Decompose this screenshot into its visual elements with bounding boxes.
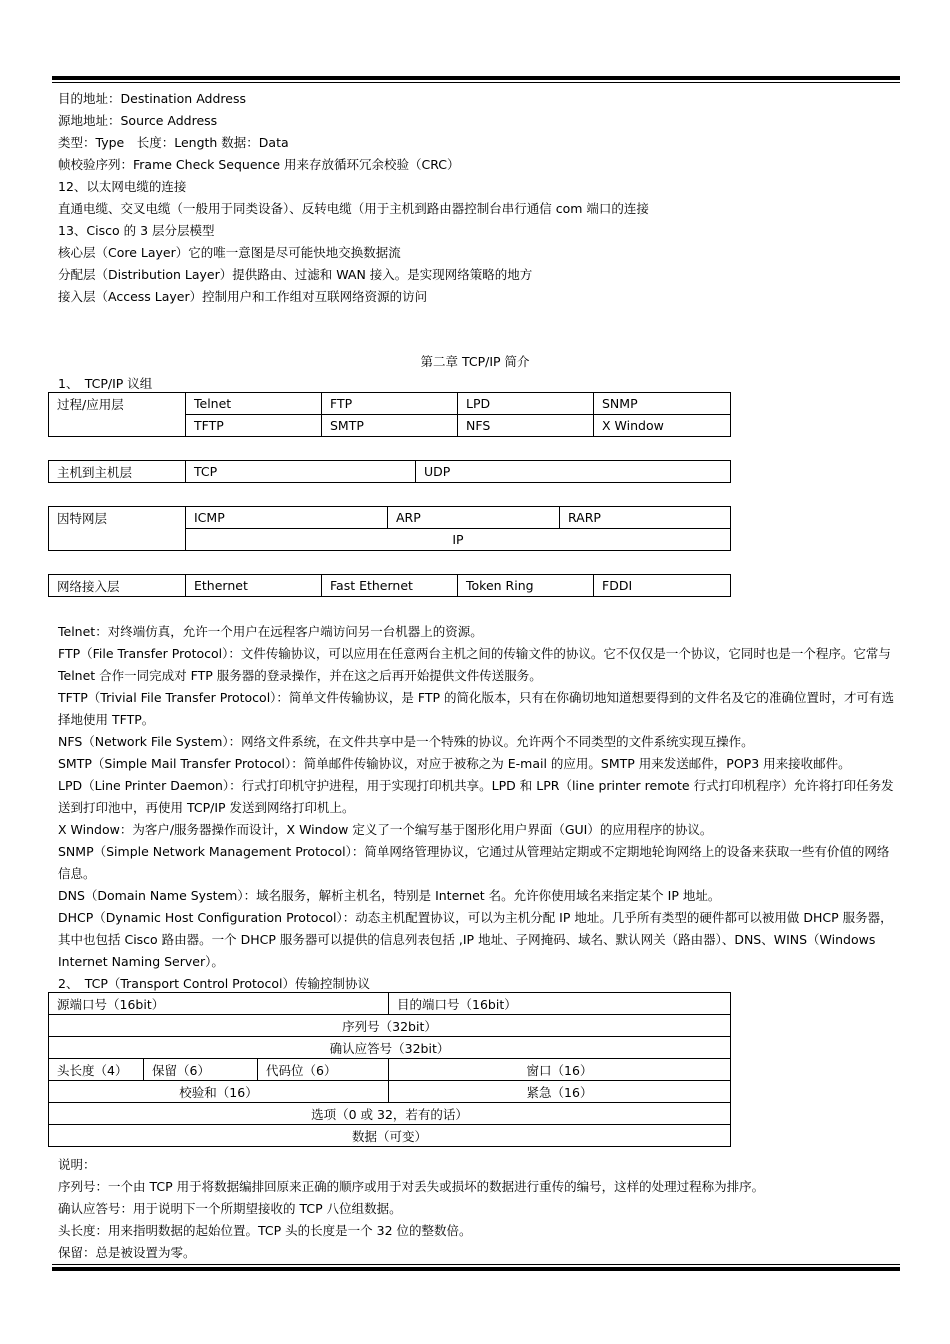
protocol-description: DHCP（Dynamic Host Configuration Protocol）：动态主机配置协议，可以为主机分配 IP 地址。几乎所有类型的硬件都可以被用做 DHCP 服务器，其中也包括 Cisco 路由器。一个 DHCP 服务器可以提供的信息列表包括 ,IP 地址、子网掩码、域名、默认网关（路由器）、DNS、WINS（Windows Internet Naming Server）。 <box>58 910 893 969</box>
note-line: 序列号：一个由 TCP 用于将数据编排回原来正确的顺序或用于对丢失或损坏的数据进行重传的编号，这样的处理过程称为排序。 <box>58 1179 765 1194</box>
tcp-reserved: 保留（6） <box>144 1059 258 1081</box>
host-layer-label: 主机到主机层 <box>49 461 186 483</box>
protocol-cell: LPD <box>458 393 594 415</box>
tcp-window: 窗口（16） <box>389 1059 731 1081</box>
protocol-description: LPD（Line Printer Daemon）：行式打印机守护进程，用于实现打印机共享。LPD 和 LPR（line printer remote 行式打印机程序）允许将打印任务发送到打印池中，再使用 TCP/IP 发送到网络打印机上。 <box>58 778 894 815</box>
tcp-code: 代码位（6） <box>258 1059 389 1081</box>
intro-line: 分配层（Distribution Layer）提供路由、过滤和 WAN 接入。是实现网络策略的地方 <box>58 267 533 282</box>
bottom-rule-thick <box>52 1267 900 1271</box>
protocol-description: FTP（File Transfer Protocol）：文件传输协议，可以应用在任意两台主机之间的传输文件的协议。它不仅仅是一个协议，它同时也是一个程序。它常与 Telnet 合作一同完成对 FTP 服务器的登录操作，并在这之后再开始提供文件传送服务。 <box>58 646 891 683</box>
protocol-cell: SMTP <box>322 415 458 437</box>
protocol-description: DNS（Domain Name System）：域名服务，解析主机名，特别是 Internet 名。允许你使用域名来指定某个 IP 地址。 <box>58 888 721 903</box>
tcp-options: 选项（0 或 32，若有的话） <box>49 1103 731 1125</box>
tcp-seq: 序列号（32bit） <box>49 1015 731 1037</box>
intro-line: 直通电缆、交叉电缆（一般用于同类设备）、反转电缆（用于主机到路由器控制台串行通信 com 端口的连接 <box>58 201 649 216</box>
protocol-cell: Fast Ethernet <box>322 575 458 597</box>
top-rule-thick <box>52 76 900 80</box>
intro-line: 源地地址：Source Address <box>58 113 218 128</box>
section-heading: 1、 TCP/IP 议组 <box>58 376 153 391</box>
protocol-cell: X Window <box>594 415 731 437</box>
intro-line: 类型：Type 长度：Length 数据：Data <box>58 135 289 150</box>
protocol-cell: ICMP <box>186 507 388 529</box>
tcp-ack: 确认应答号（32bit） <box>49 1037 731 1059</box>
protocol-cell: NFS <box>458 415 594 437</box>
protocol-cell: Telnet <box>186 393 322 415</box>
intro-line: 13、Cisco 的 3 层分层模型 <box>58 223 215 238</box>
tcp-src-port: 源端口号（16bit） <box>49 993 389 1015</box>
protocol-cell: Token Ring <box>458 575 594 597</box>
note-line: 保留：总是被设置为零。 <box>58 1245 196 1260</box>
tcp-checksum: 校验和（16） <box>49 1081 389 1103</box>
note-line: 头长度：用来指明数据的起始位置。TCP 头的长度是一个 32 位的整数倍。 <box>58 1223 472 1238</box>
protocol-cell: Ethernet <box>186 575 322 597</box>
intro-line: 帧校验序列：Frame Check Sequence 用来存放循环冗余校验（CRC） <box>58 157 460 172</box>
intro-line: 12、以太网电缆的连接 <box>58 179 187 194</box>
protocol-cell: FTP <box>322 393 458 415</box>
protocol-cell: FDDI <box>594 575 731 597</box>
protocol-description: SMTP（Simple Mail Transfer Protocol）：简单邮件传输协议，对应于被称之为 E-mail 的应用。SMTP 用来发送邮件，POP3 用来接收邮件。 <box>58 756 851 771</box>
intro-line: 接入层（Access Layer）控制用户和工作组对互联网络资源的访问 <box>58 289 428 304</box>
intro-line: 目的地址：Destination Address <box>58 91 246 106</box>
internet-layer-table <box>48 506 731 551</box>
tcp-data: 数据（可变） <box>49 1125 731 1147</box>
process-layer-table <box>48 392 731 437</box>
tcp-urgent: 紧急（16） <box>389 1081 731 1103</box>
protocol-cell: TCP <box>186 461 416 483</box>
tcp-dst-port: 目的端口号（16bit） <box>389 993 731 1015</box>
intro-line: 核心层（Core Layer）它的唯一意图是尽可能快地交换数据流 <box>58 245 401 260</box>
top-rule-thin <box>52 82 900 83</box>
network-layer-table <box>48 574 731 597</box>
protocol-cell-ip: IP <box>186 529 731 551</box>
protocol-cell: ARP <box>388 507 560 529</box>
protocol-cell: SNMP <box>594 393 731 415</box>
protocol-description: TFTP（Trivial File Transfer Protocol）：简单文件传输协议，是 FTP 的简化版本，只有在你确切地知道想要得到的文件名及它的准确位置时，才可有选择地使用 TFTP。 <box>58 690 895 727</box>
bottom-rule-thin <box>52 1264 900 1265</box>
note-line: 说明： <box>58 1157 96 1172</box>
chapter-title: 第二章 TCP/IP 简介 <box>420 354 530 369</box>
tcp-hlen: 头长度（4） <box>49 1059 144 1081</box>
tcp-header-table <box>48 992 731 1147</box>
internet-layer-label: 因特网层 <box>49 507 186 551</box>
host-layer-table <box>48 460 731 483</box>
note-line: 确认应答号：用于说明下一个所期望接收的 TCP 八位组数据。 <box>58 1201 402 1216</box>
protocol-description: Telnet：对终端仿真，允许一个用户在远程客户端访问另一台机器上的资源。 <box>58 624 483 639</box>
protocol-cell: RARP <box>560 507 731 529</box>
protocol-description: X Window：为客户/服务器操作而设计，X Window 定义了一个编写基于图形化用户界面（GUI）的应用程序的协议。 <box>58 822 713 837</box>
protocol-cell: UDP <box>416 461 731 483</box>
network-layer-label: 网络接入层 <box>49 575 186 597</box>
protocol-cell: TFTP <box>186 415 322 437</box>
section-heading: 2、 TCP（Transport Control Protocol）传输控制协议 <box>58 976 371 991</box>
protocol-description: NFS（Network File System）：网络文件系统，在文件共享中是一个特殊的协议。允许两个不同类型的文件系统实现互操作。 <box>58 734 754 749</box>
process-layer-label: 过程/应用层 <box>49 393 186 437</box>
protocol-description: SNMP（Simple Network Management Protocol）：简单网络管理协议，它通过从管理站定期或不定期地轮询网络上的设备来获取一些有价值的网络信息。 <box>58 844 890 881</box>
